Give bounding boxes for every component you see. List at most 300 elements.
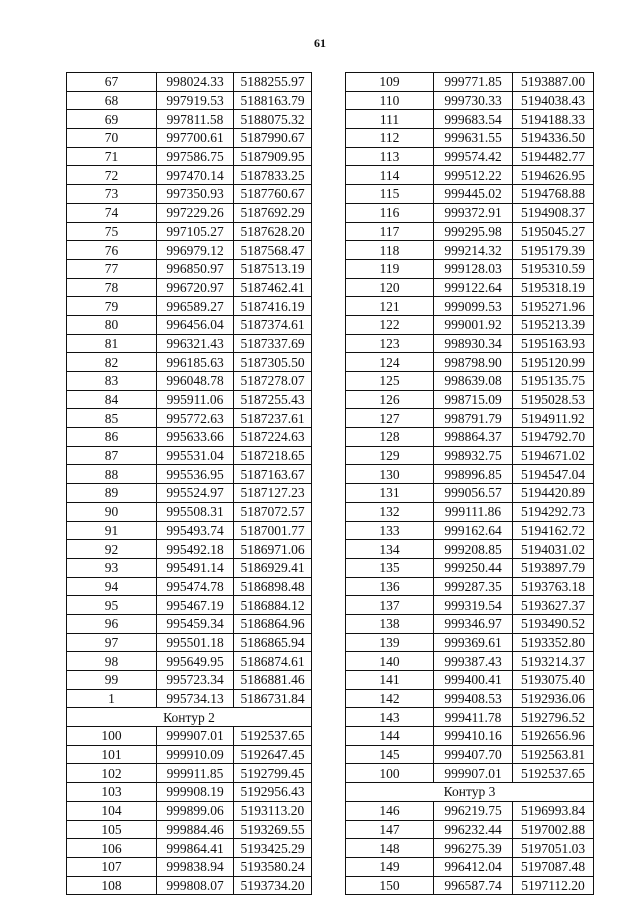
point-number: 123 [346, 334, 434, 353]
y-coordinate: 5195318.19 [513, 278, 594, 297]
point-number: 72 [67, 166, 157, 185]
point-number: 98 [67, 652, 157, 671]
table-row [346, 390, 594, 409]
table-row [67, 876, 312, 895]
x-coordinate: 996456.04 [157, 315, 234, 334]
point-number: 73 [67, 185, 157, 204]
y-coordinate: 5187416.19 [234, 297, 312, 316]
point-number: 100 [67, 727, 157, 746]
y-coordinate: 5186864.96 [234, 614, 312, 633]
x-coordinate: 999122.64 [434, 278, 513, 297]
table-row [67, 671, 312, 690]
x-coordinate: 995649.95 [157, 652, 234, 671]
point-number: 81 [67, 334, 157, 353]
point-number: 141 [346, 671, 434, 690]
table-row [67, 577, 312, 596]
x-coordinate: 995524.97 [157, 484, 234, 503]
coordinates-table-right [345, 72, 594, 895]
y-coordinate: 5193887.00 [513, 73, 594, 92]
point-number: 92 [67, 540, 157, 559]
y-coordinate: 5196993.84 [513, 801, 594, 820]
x-coordinate: 996185.63 [157, 353, 234, 372]
y-coordinate: 5193897.79 [513, 558, 594, 577]
table-row [346, 185, 594, 204]
y-coordinate: 5187990.67 [234, 129, 312, 148]
y-coordinate: 5194420.89 [513, 484, 594, 503]
y-coordinate: 5195179.39 [513, 241, 594, 260]
table-row [346, 129, 594, 148]
x-coordinate: 999400.41 [434, 671, 513, 690]
table-row [346, 353, 594, 372]
y-coordinate: 5194292.73 [513, 502, 594, 521]
y-coordinate: 5192647.45 [234, 745, 312, 764]
y-coordinate: 5187255.43 [234, 390, 312, 409]
table-row [67, 820, 312, 839]
point-number: 125 [346, 372, 434, 391]
y-coordinate: 5194792.70 [513, 428, 594, 447]
table-row [67, 372, 312, 391]
x-coordinate: 999319.54 [434, 596, 513, 615]
point-number: 95 [67, 596, 157, 615]
y-coordinate: 5193352.80 [513, 633, 594, 652]
x-coordinate: 998791.79 [434, 409, 513, 428]
point-number: 71 [67, 147, 157, 166]
y-coordinate: 5192563.81 [513, 745, 594, 764]
table-row [67, 110, 312, 129]
table-row [67, 558, 312, 577]
table-row [346, 689, 594, 708]
table-row [346, 577, 594, 596]
table-row [346, 465, 594, 484]
point-number: 78 [67, 278, 157, 297]
point-number: 87 [67, 446, 157, 465]
y-coordinate: 5187909.95 [234, 147, 312, 166]
x-coordinate: 995508.31 [157, 502, 234, 521]
table-row [67, 241, 312, 260]
point-number: 68 [67, 91, 157, 110]
point-number: 112 [346, 129, 434, 148]
table-row [67, 91, 312, 110]
x-coordinate: 999512.22 [434, 166, 513, 185]
y-coordinate: 5194162.72 [513, 521, 594, 540]
point-number: 85 [67, 409, 157, 428]
table-row [346, 222, 594, 241]
point-number: 149 [346, 857, 434, 876]
table-row [346, 315, 594, 334]
x-coordinate: 998024.33 [157, 73, 234, 92]
table-row [346, 839, 594, 858]
x-coordinate: 997229.26 [157, 203, 234, 222]
point-number: 79 [67, 297, 157, 316]
x-coordinate: 999208.85 [434, 540, 513, 559]
table-row [67, 315, 312, 334]
point-number: 109 [346, 73, 434, 92]
x-coordinate: 999410.16 [434, 727, 513, 746]
x-coordinate: 999056.57 [434, 484, 513, 503]
point-number: 103 [67, 783, 157, 802]
table-row [67, 614, 312, 633]
point-number: 94 [67, 577, 157, 596]
y-coordinate: 5195163.93 [513, 334, 594, 353]
x-coordinate: 999910.09 [157, 745, 234, 764]
y-coordinate: 5197087.48 [513, 857, 594, 876]
table-row [346, 857, 594, 876]
table-row [67, 428, 312, 447]
x-coordinate: 995633.66 [157, 428, 234, 447]
point-number: 140 [346, 652, 434, 671]
x-coordinate: 998864.37 [434, 428, 513, 447]
y-coordinate: 5186898.48 [234, 577, 312, 596]
y-coordinate: 5187127.23 [234, 484, 312, 503]
x-coordinate: 997470.14 [157, 166, 234, 185]
coordinates-table-left [66, 72, 312, 895]
table-body [346, 73, 594, 895]
point-number: 75 [67, 222, 157, 241]
y-coordinate: 5192537.65 [513, 764, 594, 783]
table-row [346, 409, 594, 428]
y-coordinate: 5193763.18 [513, 577, 594, 596]
table-row [67, 147, 312, 166]
table-row [346, 745, 594, 764]
page-number: 61 [314, 36, 326, 50]
x-coordinate: 996321.43 [157, 334, 234, 353]
y-coordinate: 5186929.41 [234, 558, 312, 577]
y-coordinate: 5187072.57 [234, 502, 312, 521]
table-row [346, 801, 594, 820]
y-coordinate: 5188163.79 [234, 91, 312, 110]
table-row [346, 652, 594, 671]
x-coordinate: 999907.01 [157, 727, 234, 746]
point-number: 67 [67, 73, 157, 92]
table-row [346, 297, 594, 316]
contour-heading: Контур 2 [67, 708, 312, 727]
table-row [67, 353, 312, 372]
y-coordinate: 5197002.88 [513, 820, 594, 839]
x-coordinate: 998639.08 [434, 372, 513, 391]
table-row [67, 783, 312, 802]
x-coordinate: 999295.98 [434, 222, 513, 241]
y-coordinate: 5193425.29 [234, 839, 312, 858]
x-coordinate: 999838.94 [157, 857, 234, 876]
point-number: 130 [346, 465, 434, 484]
x-coordinate: 999771.85 [434, 73, 513, 92]
y-coordinate: 5197112.20 [513, 876, 594, 895]
y-coordinate: 5186865.94 [234, 633, 312, 652]
y-coordinate: 5187305.50 [234, 353, 312, 372]
point-number: 136 [346, 577, 434, 596]
table-row [67, 727, 312, 746]
x-coordinate: 995723.34 [157, 671, 234, 690]
point-number: 138 [346, 614, 434, 633]
table-row [67, 446, 312, 465]
x-coordinate: 996275.39 [434, 839, 513, 858]
table-row [67, 465, 312, 484]
table-body [67, 73, 312, 895]
table-row [67, 278, 312, 297]
point-number: 119 [346, 259, 434, 278]
y-coordinate: 5194038.43 [513, 91, 594, 110]
point-number: 88 [67, 465, 157, 484]
point-number: 106 [67, 839, 157, 858]
table-row [346, 241, 594, 260]
point-number: 113 [346, 147, 434, 166]
table-row [346, 110, 594, 129]
point-number: 133 [346, 521, 434, 540]
x-coordinate: 995467.19 [157, 596, 234, 615]
point-number: 89 [67, 484, 157, 503]
y-coordinate: 5194031.02 [513, 540, 594, 559]
point-number: 93 [67, 558, 157, 577]
table-row [346, 484, 594, 503]
y-coordinate: 5192796.52 [513, 708, 594, 727]
point-number: 102 [67, 764, 157, 783]
point-number: 131 [346, 484, 434, 503]
point-number: 83 [67, 372, 157, 391]
x-coordinate: 997586.75 [157, 147, 234, 166]
point-number: 135 [346, 558, 434, 577]
y-coordinate: 5192956.43 [234, 783, 312, 802]
y-coordinate: 5187628.20 [234, 222, 312, 241]
table-row [67, 857, 312, 876]
y-coordinate: 5193734.20 [234, 876, 312, 895]
x-coordinate: 999287.35 [434, 577, 513, 596]
point-number: 70 [67, 129, 157, 148]
table-row [67, 185, 312, 204]
table-row [346, 540, 594, 559]
point-number: 111 [346, 110, 434, 129]
point-number: 86 [67, 428, 157, 447]
x-coordinate: 999730.33 [434, 91, 513, 110]
x-coordinate: 995459.34 [157, 614, 234, 633]
table-row [346, 876, 594, 895]
y-coordinate: 5187237.61 [234, 409, 312, 428]
x-coordinate: 999387.43 [434, 652, 513, 671]
contour-heading-row [346, 783, 594, 802]
x-coordinate: 999407.70 [434, 745, 513, 764]
x-coordinate: 996587.74 [434, 876, 513, 895]
y-coordinate: 5193113.20 [234, 801, 312, 820]
y-coordinate: 5194768.88 [513, 185, 594, 204]
y-coordinate: 5195045.27 [513, 222, 594, 241]
x-coordinate: 995531.04 [157, 446, 234, 465]
y-coordinate: 5186731.84 [234, 689, 312, 708]
x-coordinate: 999884.46 [157, 820, 234, 839]
x-coordinate: 998930.34 [434, 334, 513, 353]
table-row [67, 540, 312, 559]
table-row [346, 278, 594, 297]
point-number: 90 [67, 502, 157, 521]
table-row [346, 147, 594, 166]
x-coordinate: 999001.92 [434, 315, 513, 334]
table-row [346, 671, 594, 690]
point-number: 110 [346, 91, 434, 110]
y-coordinate: 5193269.55 [234, 820, 312, 839]
y-coordinate: 5187833.25 [234, 166, 312, 185]
x-coordinate: 995911.06 [157, 390, 234, 409]
table-row [346, 428, 594, 447]
table-row [67, 764, 312, 783]
table-row [346, 708, 594, 727]
point-number: 143 [346, 708, 434, 727]
table-row [346, 727, 594, 746]
y-coordinate: 5193214.37 [513, 652, 594, 671]
point-number: 148 [346, 839, 434, 858]
x-coordinate: 999808.07 [157, 876, 234, 895]
x-coordinate: 998715.09 [434, 390, 513, 409]
y-coordinate: 5187513.19 [234, 259, 312, 278]
point-number: 142 [346, 689, 434, 708]
point-number: 121 [346, 297, 434, 316]
point-number: 129 [346, 446, 434, 465]
y-coordinate: 5186971.06 [234, 540, 312, 559]
y-coordinate: 5195120.99 [513, 353, 594, 372]
point-number: 105 [67, 820, 157, 839]
point-number: 91 [67, 521, 157, 540]
point-number: 108 [67, 876, 157, 895]
y-coordinate: 5193627.37 [513, 596, 594, 615]
x-coordinate: 999408.53 [434, 689, 513, 708]
y-coordinate: 5187218.65 [234, 446, 312, 465]
point-number: 126 [346, 390, 434, 409]
y-coordinate: 5187568.47 [234, 241, 312, 260]
point-number: 145 [346, 745, 434, 764]
y-coordinate: 5187462.41 [234, 278, 312, 297]
y-coordinate: 5194911.92 [513, 409, 594, 428]
table-row [67, 839, 312, 858]
table-row [67, 596, 312, 615]
x-coordinate: 999099.53 [434, 297, 513, 316]
x-coordinate: 997350.93 [157, 185, 234, 204]
y-coordinate: 5186881.46 [234, 671, 312, 690]
y-coordinate: 5188255.97 [234, 73, 312, 92]
table-row [346, 91, 594, 110]
point-number: 101 [67, 745, 157, 764]
y-coordinate: 5187337.69 [234, 334, 312, 353]
point-number: 77 [67, 259, 157, 278]
contour-heading: Контур 3 [346, 783, 594, 802]
point-number: 144 [346, 727, 434, 746]
point-number: 107 [67, 857, 157, 876]
table-row [346, 166, 594, 185]
point-number: 132 [346, 502, 434, 521]
point-number: 80 [67, 315, 157, 334]
x-coordinate: 998996.85 [434, 465, 513, 484]
x-coordinate: 999162.64 [434, 521, 513, 540]
point-number: 118 [346, 241, 434, 260]
y-coordinate: 5187163.67 [234, 465, 312, 484]
point-number: 146 [346, 801, 434, 820]
x-coordinate: 999907.01 [434, 764, 513, 783]
y-coordinate: 5194336.50 [513, 129, 594, 148]
point-number: 128 [346, 428, 434, 447]
y-coordinate: 5194908.37 [513, 203, 594, 222]
table-row [67, 259, 312, 278]
table-row [67, 203, 312, 222]
x-coordinate: 996850.97 [157, 259, 234, 278]
y-coordinate: 5192537.65 [234, 727, 312, 746]
table-row [346, 203, 594, 222]
table-row [67, 745, 312, 764]
table-row [67, 390, 312, 409]
x-coordinate: 999346.97 [434, 614, 513, 633]
y-coordinate: 5193580.24 [234, 857, 312, 876]
table-row [346, 73, 594, 92]
table-row [67, 652, 312, 671]
y-coordinate: 5194671.02 [513, 446, 594, 465]
x-coordinate: 995734.13 [157, 689, 234, 708]
table-row [346, 820, 594, 839]
x-coordinate: 999111.86 [434, 502, 513, 521]
x-coordinate: 995772.63 [157, 409, 234, 428]
x-coordinate: 999908.19 [157, 783, 234, 802]
point-number: 84 [67, 390, 157, 409]
y-coordinate: 5186884.12 [234, 596, 312, 615]
point-number: 117 [346, 222, 434, 241]
point-number: 69 [67, 110, 157, 129]
point-number: 1 [67, 689, 157, 708]
x-coordinate: 998798.90 [434, 353, 513, 372]
x-coordinate: 995491.14 [157, 558, 234, 577]
x-coordinate: 999411.78 [434, 708, 513, 727]
x-coordinate: 997700.61 [157, 129, 234, 148]
y-coordinate: 5194626.95 [513, 166, 594, 185]
x-coordinate: 999683.54 [434, 110, 513, 129]
x-coordinate: 999128.03 [434, 259, 513, 278]
point-number: 120 [346, 278, 434, 297]
table-row [67, 484, 312, 503]
point-number: 104 [67, 801, 157, 820]
point-number: 99 [67, 671, 157, 690]
point-number: 116 [346, 203, 434, 222]
x-coordinate: 995501.18 [157, 633, 234, 652]
point-number: 100 [346, 764, 434, 783]
x-coordinate: 999372.91 [434, 203, 513, 222]
x-coordinate: 999214.32 [434, 241, 513, 260]
table-row [67, 129, 312, 148]
table-row [346, 633, 594, 652]
y-coordinate: 5194188.33 [513, 110, 594, 129]
x-coordinate: 999250.44 [434, 558, 513, 577]
y-coordinate: 5187692.29 [234, 203, 312, 222]
x-coordinate: 997811.58 [157, 110, 234, 129]
contour-heading-row [67, 708, 312, 727]
table-row [67, 166, 312, 185]
table-row [346, 446, 594, 465]
point-number: 114 [346, 166, 434, 185]
x-coordinate: 996232.44 [434, 820, 513, 839]
x-coordinate: 996589.27 [157, 297, 234, 316]
x-coordinate: 999574.42 [434, 147, 513, 166]
point-number: 147 [346, 820, 434, 839]
table-row [67, 73, 312, 92]
y-coordinate: 5187374.61 [234, 315, 312, 334]
table-row [346, 764, 594, 783]
point-number: 122 [346, 315, 434, 334]
x-coordinate: 996219.75 [434, 801, 513, 820]
x-coordinate: 996412.04 [434, 857, 513, 876]
y-coordinate: 5195310.59 [513, 259, 594, 278]
y-coordinate: 5193075.40 [513, 671, 594, 690]
table-row [67, 521, 312, 540]
x-coordinate: 996048.78 [157, 372, 234, 391]
x-coordinate: 995493.74 [157, 521, 234, 540]
table-row [67, 689, 312, 708]
table-row [67, 409, 312, 428]
table-row [346, 596, 594, 615]
table-row [346, 614, 594, 633]
x-coordinate: 997105.27 [157, 222, 234, 241]
point-number: 150 [346, 876, 434, 895]
